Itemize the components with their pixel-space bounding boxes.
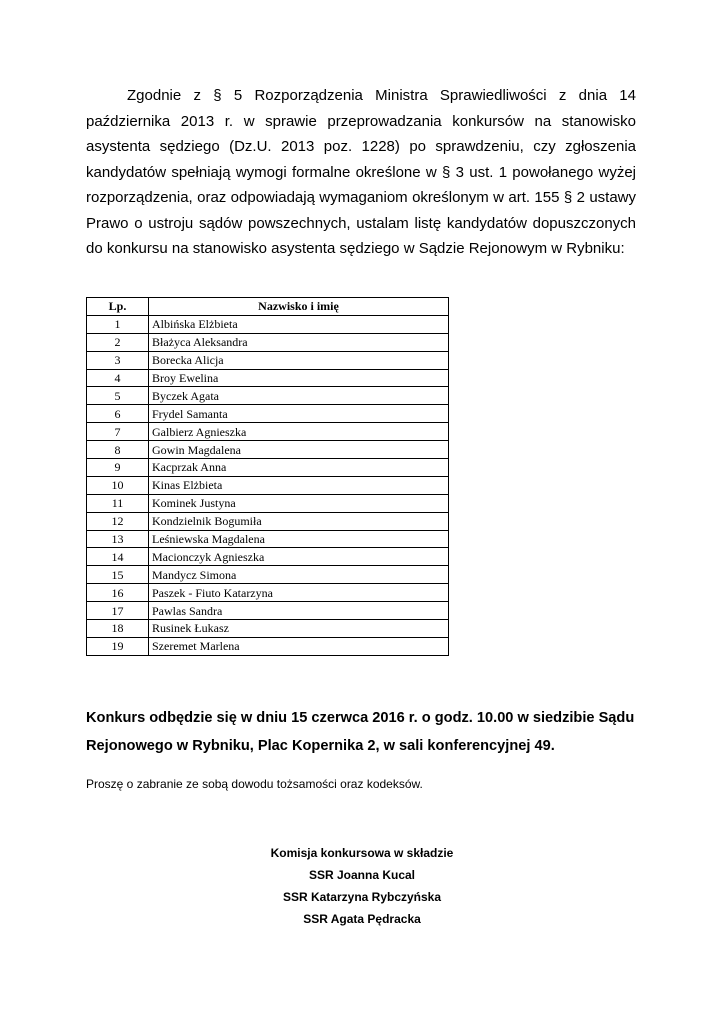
table-row [87, 369, 449, 387]
row-number: 19 [87, 637, 149, 655]
candidate-name: Kinas Elżbieta [149, 476, 449, 494]
candidate-name: Błażyca Aleksandra [149, 333, 449, 351]
row-number: 16 [87, 584, 149, 602]
row-number: 6 [87, 405, 149, 423]
candidate-name: Paszek - Fiuto Katarzyna [149, 584, 449, 602]
candidate-name: Rusinek Łukasz [149, 620, 449, 638]
candidate-name: Mandycz Simona [149, 566, 449, 584]
candidate-name: Gowin Magdalena [149, 441, 449, 459]
table-row [87, 333, 449, 351]
candidate-name: Kondzielnik Bogumiła [149, 512, 449, 530]
row-number: 3 [87, 351, 149, 369]
table-row [87, 405, 449, 423]
table-row [87, 315, 449, 333]
committee-title: Komisja konkursowa w składzie [270, 846, 454, 860]
row-number: 18 [87, 620, 149, 638]
row-number: 11 [87, 494, 149, 512]
candidates-table [86, 297, 449, 656]
row-number: 10 [87, 476, 149, 494]
candidate-name: Broy Ewelina [149, 369, 449, 387]
table-row [87, 351, 449, 369]
competition-announcement: Konkurs odbędzie się w dniu 15 czerwca 2016 r. o godz. 10.00 w siedzibie Sądu Rejonowego w Rybniku, Plac Kopernika 2, w sali konferencyjnej 49. [86, 710, 635, 754]
table-row [87, 548, 449, 566]
committee-member: SSR Joanna Kucal [308, 868, 416, 882]
table-row [87, 387, 449, 405]
candidate-name: Pawlas Sandra [149, 602, 449, 620]
table-row [87, 494, 449, 512]
table-row [87, 530, 449, 548]
row-number: 8 [87, 441, 149, 459]
candidate-name: Byczek Agata [149, 387, 449, 405]
candidate-name: Kacprzak Anna [149, 459, 449, 477]
table-row [87, 620, 449, 638]
committee-member: SSR Agata Pędracka [303, 912, 421, 926]
candidate-name: Szeremet Marlena [149, 637, 449, 655]
documents-request: Proszę o zabranie ze sobą dowodu tożsamości oraz kodeksów. [86, 777, 423, 791]
table-row [87, 423, 449, 441]
candidate-name: Frydel Samanta [149, 405, 449, 423]
row-number: 12 [87, 512, 149, 530]
header-name: Nazwisko i imię [149, 298, 449, 316]
row-number: 7 [87, 423, 149, 441]
row-number: 1 [87, 315, 149, 333]
header-lp: Lp. [87, 298, 149, 316]
table-row [87, 637, 449, 655]
intro-paragraph: Zgodnie z § 5 Rozporządzenia Ministra Sprawiedliwości z dnia 14 października 2013 r. w sprawie przeprowadzania konkursów na stanowisko asystenta sędziego (Dz.U. 2013 poz. 1228) po sprawdzeniu, czy zgłoszenia kandydatów spełniają wymogi formalne określone w § 3 ust. 1 powołanego wyżej rozporządzenia, oraz odpowiadają wymaganiom określonym w art. 155 § 2 ustawy Prawo o ustroju sądów powszechnych, ustalam listę kandydatów dopuszczonych do konkursu na stanowisko asystenta sędziego w Sądzie Rejonowym w Rybniku: [86, 87, 636, 257]
candidates-table-body [87, 315, 449, 655]
row-number: 9 [87, 459, 149, 477]
candidate-name: Galbierz Agnieszka [149, 423, 449, 441]
table-row [87, 566, 449, 584]
row-number: 13 [87, 530, 149, 548]
committee-block [0, 842, 724, 930]
table-row [87, 459, 449, 477]
candidate-name: Borecka Alicja [149, 351, 449, 369]
table-row [87, 602, 449, 620]
table-row [87, 584, 449, 602]
candidate-name: Macionczyk Agnieszka [149, 548, 449, 566]
candidate-name: Leśniewska Magdalena [149, 530, 449, 548]
row-number: 4 [87, 369, 149, 387]
candidate-name: Albińska Elżbieta [149, 315, 449, 333]
candidate-name: Kominek Justyna [149, 494, 449, 512]
table-row [87, 512, 449, 530]
row-number: 17 [87, 602, 149, 620]
table-row [87, 476, 449, 494]
row-number: 2 [87, 333, 149, 351]
table-header-row [87, 298, 449, 316]
row-number: 5 [87, 387, 149, 405]
table-row [87, 441, 449, 459]
committee-member: SSR Katarzyna Rybczyńska [282, 890, 442, 904]
row-number: 14 [87, 548, 149, 566]
row-number: 15 [87, 566, 149, 584]
